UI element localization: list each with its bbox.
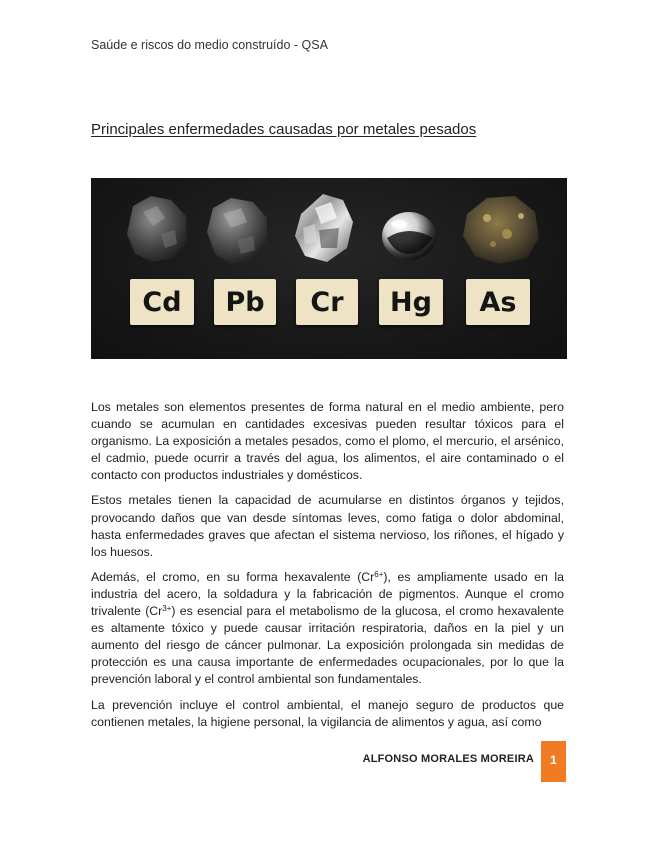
cadmium-sample bbox=[127, 196, 187, 262]
section-title: Principales enfermedades causadas por metales pesados bbox=[91, 121, 477, 138]
paragraph-4: La prevención incluye el control ambiental, el manejo seguro de productos que contienen metales, la higiene personal, la vigilancia de alimentos y agua, así como bbox=[91, 697, 564, 729]
metal-samples-illustration bbox=[91, 178, 567, 359]
footer-author: ALFONSO MORALES MOREIRA bbox=[362, 753, 534, 765]
paragraph-1: Los metales son elementos presentes de forma natural en el medio ambiente, pero cuando se acumulan en cantidades excesivas pueden resultar tóxicos para el organismo. La exposición a metales pesados, como el plomo, el mercurio, el arsénico, el cadmio, puede ocurrir a través del agua, los alimentos, el aire contaminado o el contacto con productos industriales y domésticos. bbox=[91, 400, 564, 483]
oxidation-state: 6+ bbox=[374, 569, 384, 579]
element-tile-pb: Pb bbox=[214, 279, 276, 325]
chromium-sample bbox=[295, 194, 353, 262]
element-tile-cr: Cr bbox=[296, 279, 358, 325]
element-tile-hg: Hg bbox=[379, 279, 443, 325]
heavy-metals-figure bbox=[91, 178, 567, 359]
arsenic-sample bbox=[463, 196, 539, 264]
mercury-sample bbox=[382, 212, 436, 260]
page-number: 1 bbox=[541, 741, 566, 782]
oxidation-state: 3+ bbox=[162, 604, 172, 614]
paragraph-3: Además, el cromo, en su forma hexavalente $(Cr^{6+})$, es ampliamente usado en la industria del acero, la soldadura y la fabricación de pigmentos. Aunque el cromo trivalente $(Cr^{3+})$ es esencial para el metabolismo de la glucosa, el cromo hexavalente es altamente tóxico y puede causar irritación respiratoria, daños en la piel y un aumento del riesgo de cáncer pulmonar. La exposición prolongada sin medidas de protección es una causa importante de enfermedades ocupacionales, por lo que la prevención laboral y el control ambiental son fundamentales. bbox=[91, 569, 564, 687]
page-header: Saúde e riscos do medio construído - QSA bbox=[91, 38, 328, 52]
paragraph-2: Estos metales tienen la capacidad de acumularse en distintos órganos y tejidos, provocando daños que van desde síntomas leves, como fatiga o dolor abdominal, hasta enfermedades graves que afectan el sistema nervioso, los riñones, el hígado y los huesos. bbox=[91, 493, 564, 559]
element-tile-as: As bbox=[466, 279, 530, 325]
lead-sample bbox=[207, 198, 267, 264]
element-tile-cd: Cd bbox=[130, 279, 194, 325]
body-text bbox=[91, 399, 564, 739]
